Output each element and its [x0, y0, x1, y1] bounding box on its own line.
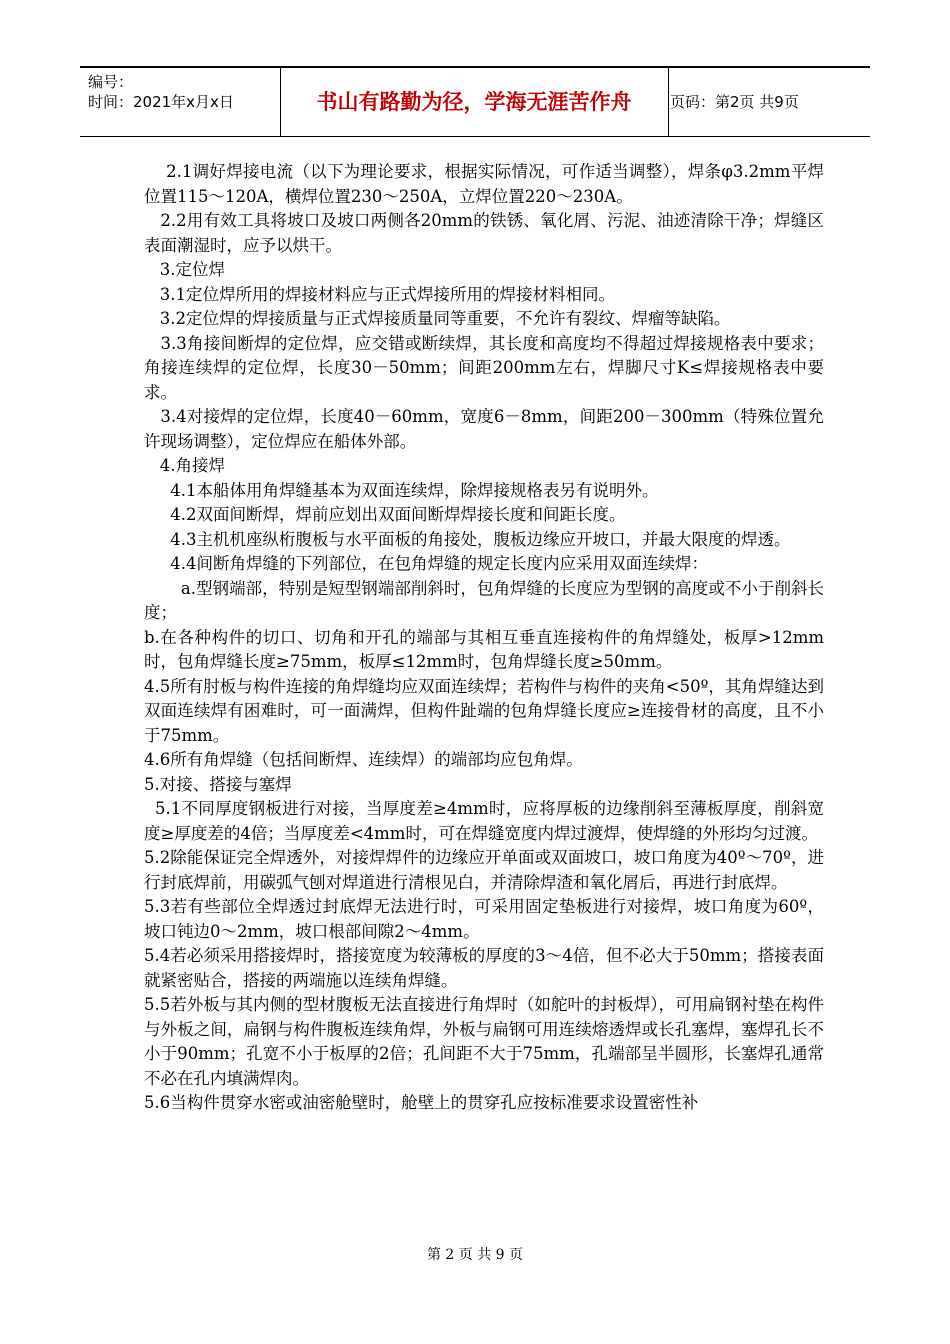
page-footer: 第 2 页 共 9 页	[426, 1247, 524, 1263]
header-divider-right	[668, 67, 669, 136]
section-heading: 4.角接焊	[144, 456, 225, 475]
paragraph: 2.2用有效工具将坡口及坡口两侧各20mm的铁锈、氧化屑、污泥、油迹清除干净；焊缝区表面潮湿时，应予以烘干。	[144, 211, 824, 255]
paragraph: b.在各种构件的切口、切角和开孔的端部与其相互垂直连接构件的角焊缝处，板厚>12mm时，包角焊缝长度≥75mm，板厚≤12mm时，包角焊缝长度≥50mm。	[144, 627, 824, 671]
section-heading: 5.对接、搭接与塞焊	[144, 774, 292, 794]
paragraph: 5.6当构件贯穿水密或油密舱壁时，舱壁上的贯穿孔应按标准要求设置密性补	[144, 1093, 699, 1112]
paragraph: 4.1本船体用角焊缝基本为双面连续焊，除焊接规格表另有说明外。	[144, 480, 659, 500]
page-header	[80, 66, 870, 138]
header-bottom-rule	[80, 136, 870, 137]
document-date: 时间：2021年x月x日	[88, 93, 234, 111]
paragraph: 2.1调好焊接电流（以下为理论要求，根据实际情况，可作适当调整），焊条φ3.2mm平焊位置115～120A，横焊位置230～250A，立焊位置220～230A。	[144, 162, 825, 206]
document-body	[144, 160, 824, 1116]
paragraph: 4.2双面间断焊，焊前应划出双面间断焊焊接长度和间距长度。	[144, 505, 626, 524]
paragraph: 5.3若有些部位全焊透过封底焊无法进行时，可采用固定垫板进行对接焊，坡口角度为60º，坡口钝边0～2mm，坡口根部间隙2～4mm。	[144, 897, 824, 941]
paragraph: 3.3角接间断焊的定位焊，应交错或断续焊，其长度和高度均不得超过焊接规格表中要求；角接连续焊的定位焊，长度30－50mm；间距200mm左右，焊脚尺寸K≤焊接规格表中要求。	[144, 333, 824, 402]
header-motto: 书山有路勤为径，学海无涯苦作舟	[316, 90, 632, 114]
header-meta	[88, 72, 234, 112]
paragraph: 5.4若必须采用搭接焊时，搭接宽度为较薄板的厚度的3～4倍，但不必大于50mm；搭接表面就紧密贴合，搭接的两端施以连续角焊缝。	[144, 946, 824, 990]
paragraph: 4.5所有肘板与构件连接的角焊缝均应双面连续焊；若构件与构件的夹角<50º，其角焊缝达到双面连续焊有困难时，可一面满焊，但构件趾端的包角焊缝长度应≥连接骨材的高度，且不小于75mm。	[144, 676, 824, 745]
paragraph: 3.1定位焊所用的焊接材料应与正式焊接所用的焊接材料相同。	[144, 284, 615, 304]
header-top-rule	[80, 66, 870, 68]
document-number-label: 编号：	[88, 73, 134, 91]
paragraph: 4.6所有角焊缝（包括间断焊、连续焊）的端部均应包角焊。	[144, 750, 583, 769]
section-heading: 3.定位焊	[144, 260, 225, 279]
paragraph: 5.1不同厚度钢板进行对接，当厚度差≥4mm时，应将厚板的边缘削斜至薄板厚度，削斜宽度≥厚度差的4倍；当厚度差<4mm时，可在焊缝宽度内焊过渡焊，使焊缝的外形均匀过渡。	[144, 799, 824, 843]
paragraph: 4.4间断角焊缝的下列部位，在包角焊缝的规定长度内应采用双面连续焊：	[144, 554, 708, 573]
header-page-info: 页码：第2页 共9页	[670, 93, 799, 111]
paragraph: 5.5若外板与其内侧的型材腹板无法直接进行角焊时（如舵叶的封板焊），可用扁钢衬垫在构件与外板之间，扁钢与构件腹板连续角焊，外板与扁钢可用连续熔透焊或长孔塞焊，塞焊孔长不小于90mm；孔宽不小于板厚的2倍；孔间距不大于75mm，孔端部呈半圆形，长塞焊孔通常不必在孔内填满焊肉。	[144, 995, 824, 1088]
paragraph: 3.2定位焊的焊接质量与正式焊接质量同等重要，不允许有裂纹、焊瘤等缺陷。	[144, 309, 731, 328]
paragraph: 5.2除能保证完全焊透外，对接焊焊件的边缘应开单面或双面坡口，坡口角度为40º～70º，进行封底焊前，用碳弧气刨对焊道进行清根见白，并清除焊渣和氧化屑后，再进行封底焊。	[144, 848, 824, 892]
paragraph: 3.4对接焊的定位焊，长度40－60mm，宽度6－8mm，间距200－300mm（特殊位置允许现场调整），定位焊应在船体外部。	[144, 407, 824, 451]
paragraph: a.型钢端部，特别是短型钢端部削斜时，包角焊缝的长度应为型钢的高度或不小于削斜长度；	[144, 578, 824, 622]
paragraph: 4.3主机机座纵桁腹板与水平面板的角接处，腹板边缘应开坡口，并最大限度的焊透。	[144, 529, 791, 549]
